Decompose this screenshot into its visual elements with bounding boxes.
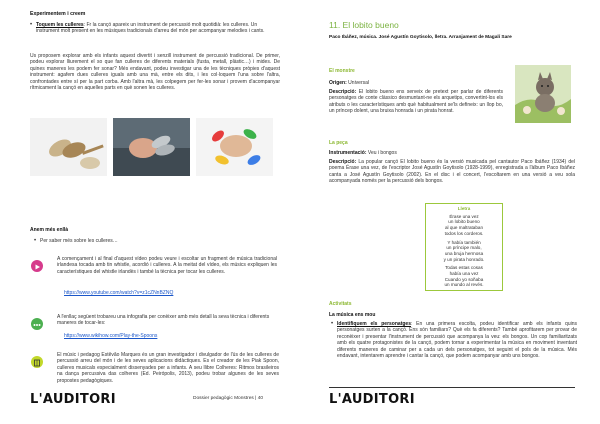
activity-subheading: La música ens mou [329,312,376,318]
activity-underlined: Identifiquem els personatges [337,321,411,327]
lyrics-box [425,203,503,291]
infographic-description: A l'enllaç següent trobareu una infografia per conèixer amb més detall la seva tècnica i diferents maneres de tocar-les: [57,314,270,327]
lyrics-title: Lletra [457,206,471,211]
lyrics-line: y un pirata honrado. [443,256,485,262]
footer-title: Dossier pedagògic Monstres [193,396,254,401]
bullet-dot: • [331,321,334,327]
desc-label: Descripció: [329,89,357,95]
lyrics-line: todos los corderos. [444,230,484,236]
photo-colorful-spoons [196,118,273,176]
instrumentation-line [329,150,397,156]
origin-value: Universal [348,80,370,86]
video-icon [31,260,43,272]
page-footer [193,396,263,402]
infographic-icon [31,318,43,330]
infographic-link[interactable]: https://www.wikihow.com/Play-the-Spoons [64,333,158,339]
intro-paragraph: Us proposem explorar amb els infants aquest divertit i senzill instrument de percussió tradicional. De primer, podeu explorar lliurement el so que fan culleres de diferents materials (fusta, metall, plàstic…) i mides. De quines maneres les podem fer sonar? Més endavant, podeu investigar una de les tècniques pròpies d'aquest instrument: agafem dues culleres iguals amb una mà, entre els dits, i les col·loquem l'una sobre l'altra, confrontades entre sí per la part corba. Amb l'altra mà, les colpegem per fer-les sonar i provem d'acompanyar rítmicament la cançó en aquelles parts en què sonen les culleres. [30,53,280,92]
pedagog-description: El músic i pedagog Estêvão Marques és un gran investigador i divulgador de l'ús de les culleres de percussió arreu del món i de les seves aplicacions didàctiques. Es el creador de les Piak Spoon, culleres musicals especialment dissenyades per a infants. A seu llibre Colheres: Ritmos brasileiros na dança percussiva das colheres (Ed. Peirópolis, 2013), podeu trobar algunes de les seves propostes pedagògiques. [57,352,279,384]
bullet-spoons-text [36,22,275,35]
activity-heading: Activitats [329,301,352,307]
bullet-spoons [30,22,275,35]
instr-label: Instrumentació: [329,150,367,156]
piece-desc-value: La popular cançó El lobito bueno és la versió musicada pel cantautor Paco Ibáñez (1934) del poema Érase una vez, de l'escriptor José Agustín Goytisolo (1928-1999), enregistrada a l'àlbum Paco Ibáñez canta a José Agustín Goytisolo (2002). En el disc i el concert, l'escoltarem en una versió a veu sola acompanyada només per la percussió dels bongos. [329,159,576,185]
page-number: 40 [257,396,264,401]
origin-label: Origen: [329,80,347,86]
lyrics-line: una bruja hermosa [444,250,484,256]
monster-description [329,89,503,115]
video-link[interactable]: https://www.youtube.com/watch?v=z1cZNnBZNQ [64,290,174,296]
photo-spoons-playing [113,118,190,176]
more-heading: Anem més enllà [30,227,69,233]
lyrics-line: un mundo al revés. [444,282,484,288]
song-title: 11. El lobito bueno [329,20,399,30]
auditori-logo-right: L'AUDITORI [329,392,415,407]
right-page [300,0,600,424]
more-bullet [34,238,274,244]
video-description: A començament i al final d'aquest vídeo podeu veure i escoltar un fragment de música tradicional irlandesa tocada amb tin whistle, acordió i culleres. A la meitat del vídeo, els músics expliquen les característiques del whistle irlandès i també la tècnica per tocar les culleres. [57,256,277,275]
piece-description [329,159,575,185]
instr-value: Veu i bongos [367,150,397,156]
desc-value: El lobito bueno ens serveix de pretext per parlar de diferents personatges de conte clàssico desmuntant-ne els arquetips, convertint-los els atributs o les característiques amb què habitualment se'ls defineix: un llop bo, un príncep dolent, una bruixa honrada i un pirata honrat. [329,89,503,115]
lyrics-line: al que maltrataban [444,225,484,231]
activity-bullet-text [337,321,577,359]
lyrics-line: un lobito bueno [448,219,480,225]
more-bullet-text: Per saber més sobre les culleres… [40,238,118,244]
lyrics-line: Todas estas cosas [445,265,483,271]
bullet-dot: • [30,22,33,28]
bullet-underlined: Toquem les culleres [36,22,84,28]
lyrics-line: Cuando yo soñaba [444,276,484,282]
wolf-illustration [515,65,571,123]
lyrics-lines [426,214,502,288]
origin-line [329,80,369,86]
lyrics-line: Y había también [447,239,481,245]
section-heading: Experimentem i creem [30,11,86,17]
lyrics-line: Érase una vez [449,213,479,219]
piece-heading: La peça [329,140,348,146]
auditori-logo: L'AUDITORI [30,392,116,407]
bullet-body: : Fr la cançó apareix un instrument de percussió molt quotidià: les culleres. Un instrument molt present en les músiques tradicionals d'arreu del món per acompanyar melodies i cants. [36,22,265,35]
footer-rule [329,387,575,388]
song-credits: Paco Ibáñez, música. José Agustín Goytisolo, lletra. Arranjament de Magalí Sare [329,35,512,40]
activity-bullet [331,321,577,359]
bullet-dot: • [34,238,37,244]
lyrics-line: había una vez [449,271,479,277]
lyrics-line: un príncipe malo, [446,245,482,251]
activity-body: : En una primera escolta, podeu identificar amb els infants quins personatges surten a la cançó. Ens són familiars? Què els fa diferents? També aprofitarem per provar de reconèixer i presentar l'instrument de percussió que acompanya la veu: els bongos. Un cop familiaritzats amb els quatre protagonistes de la cançó, podem tornar a experimentar la música en moviment inventant diferents maneres de caminar per a cada un dels personatges, tot seguint el pols de la música. Més endavant, intentarem aprendre i cantar la cançó, que podem acompanyar amb uns bongos. [337,321,577,360]
footer-sep: | [255,396,257,401]
book-icon [31,356,43,368]
monster-heading: El monstre [329,68,355,74]
piece-desc-label: Descripció: [329,159,357,165]
photo-wooden-spoons [30,118,107,176]
